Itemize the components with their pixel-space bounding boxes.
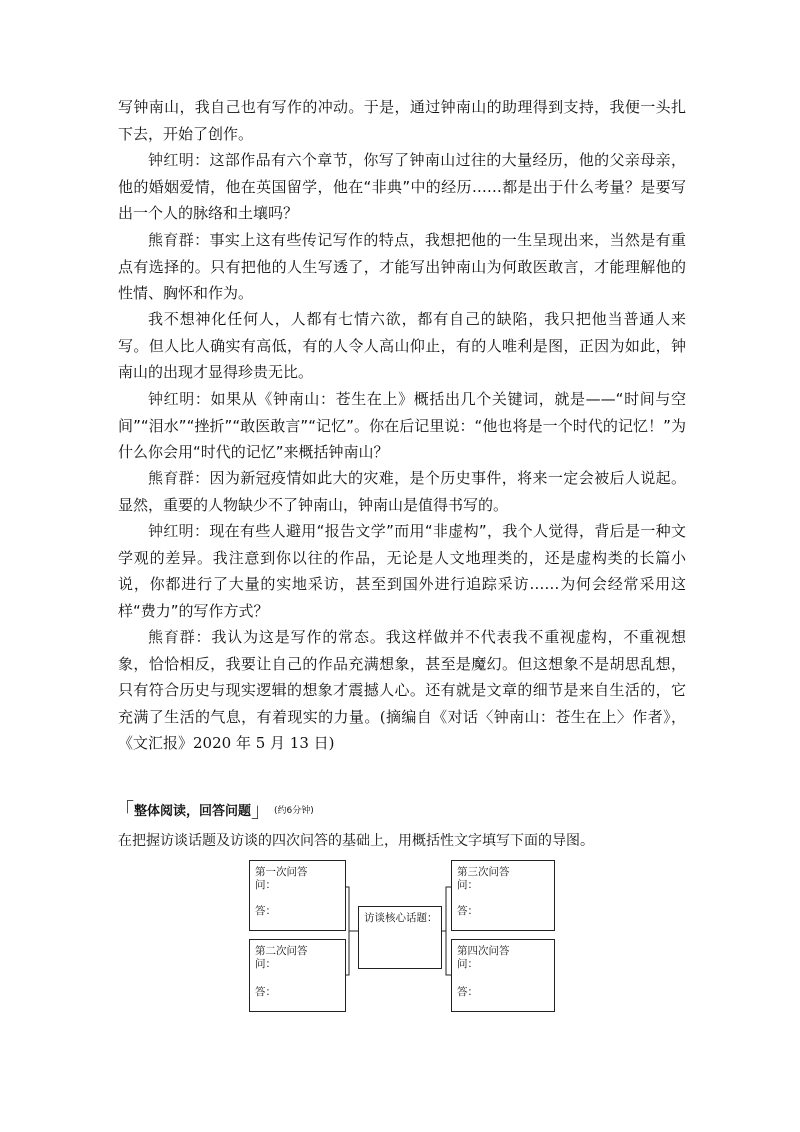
paragraph-4-text: 我不想神化任何人，人都有七情六欲，都有自己的缺陷，我只把他当普通人来写。但人比人确实有高低，有的人令人高山仰止，有的人唯利是图，正因为如此，钟南山的出现才显得珍贵无比。	[118, 310, 686, 381]
speaker-xiong: 熊育群：	[148, 231, 210, 249]
qa-box-1	[249, 860, 346, 931]
qa-box-2	[249, 939, 346, 1012]
qa-box-3-title: 第三次问答	[457, 866, 510, 878]
qa-box-1-answer: 答：	[255, 905, 276, 917]
paragraph-7-text: 现在有些人避用“报告文学”而用“非虚构”，我个人觉得，背后是一种文学观的差异。我注意到你以往的作品，无论是人文地理类的，还是虚构类的长篇小说，你都进行了大量的实地采访，甚至到国外进行追踪采访……为何会经常采用这样“费力”的写作方式？	[118, 522, 686, 620]
core-topic-label: 访谈核心话题：	[364, 912, 438, 924]
paragraph-6-text: 因为新冠疫情如此大的灾难，是个历史事件，将来一定会被后人说起。显然，重要的人物缺少不了钟南山，钟南山是值得书写的。	[118, 469, 686, 514]
qa-box-4	[451, 939, 555, 1012]
paragraph-5-text: 如果从《钟南山：苍生在上》概括出几个关键词，就是——“时间与空间”“泪水”“挫折”“敢医敢言”“记忆”。你在后记里说：“他也将是一个时代的记忆！”为什么你会用“时代的记忆”来概括钟南山？	[118, 390, 686, 461]
qa-box-4-question: 问：	[457, 958, 478, 970]
qa-box-2-title: 第二次问答	[255, 945, 308, 957]
qa-box-1-title: 第一次问答	[255, 866, 308, 878]
instruction-text: 在把握访谈话题及访谈的四次问答的基础上，用概括性文字填写下面的导图。	[118, 833, 594, 849]
source-citation: (摘编自《对话〈钟南山：苍生在上〉作者》，《文汇报》2020 年 5 月 13 日)	[118, 707, 686, 752]
speaker-xiong: 熊育群：	[148, 628, 212, 646]
qa-box-3	[451, 860, 555, 931]
qa-box-4-title: 第四次问答	[457, 945, 510, 957]
bracket-open: 「	[114, 797, 134, 822]
paragraph-3-text: 事实上这有些传记写作的特点，我想把他的一生呈现出来，当然是有重点有选择的。只有把他的人生写透了，才能写出钟南山为何敢医敢言，才能理解他的性情、胸怀和作为。	[118, 231, 686, 302]
qa-box-3-question: 问：	[457, 879, 478, 891]
speaker-xiong: 熊育群：	[148, 469, 210, 487]
qa-box-2-answer: 答：	[255, 986, 276, 998]
paragraph-1-text: 写钟南山，我自己也有写作的冲动。于是，通过钟南山的助理得到支持，我便一头扎下去，开始了创作。	[118, 98, 686, 143]
qa-box-4-answer: 答：	[457, 986, 478, 998]
paragraph-2-text: 这部作品有六个章节，你写了钟南山过往的大量经历，他的父亲母亲，他的婚姻爱情，他在英国留学，他在“非典”中的经历……都是出于什么考量？是要写出一个人的脉络和土壤吗？	[118, 151, 686, 222]
paragraph-8-text: 我认为这是写作的常态。我这样做并不代表我不重视虚构，不重视想象，恰恰相反，我要让自己的作品充满想象，甚至是魔幻。但这想象不是胡思乱想，只有符合历史与现实逻辑的想象才震撼人心。还有就是文章的细节是来自生活的，它充满了生活的气息，有着现实的力量。	[118, 628, 686, 726]
speaker-zhong: 钟红明：	[148, 390, 211, 408]
section-title: 整体阅读，回答问题	[134, 804, 252, 819]
qa-box-2-question: 问：	[255, 958, 276, 970]
speaker-zhong: 钟红明：	[148, 151, 210, 169]
time-note: (约6分钟)	[274, 806, 314, 816]
qa-box-3-answer: 答：	[457, 905, 478, 917]
qa-box-1-question: 问：	[255, 879, 276, 891]
speaker-zhong: 钟红明：	[148, 522, 210, 540]
core-topic-box	[358, 906, 442, 969]
bracket-close: 」	[251, 797, 272, 822]
